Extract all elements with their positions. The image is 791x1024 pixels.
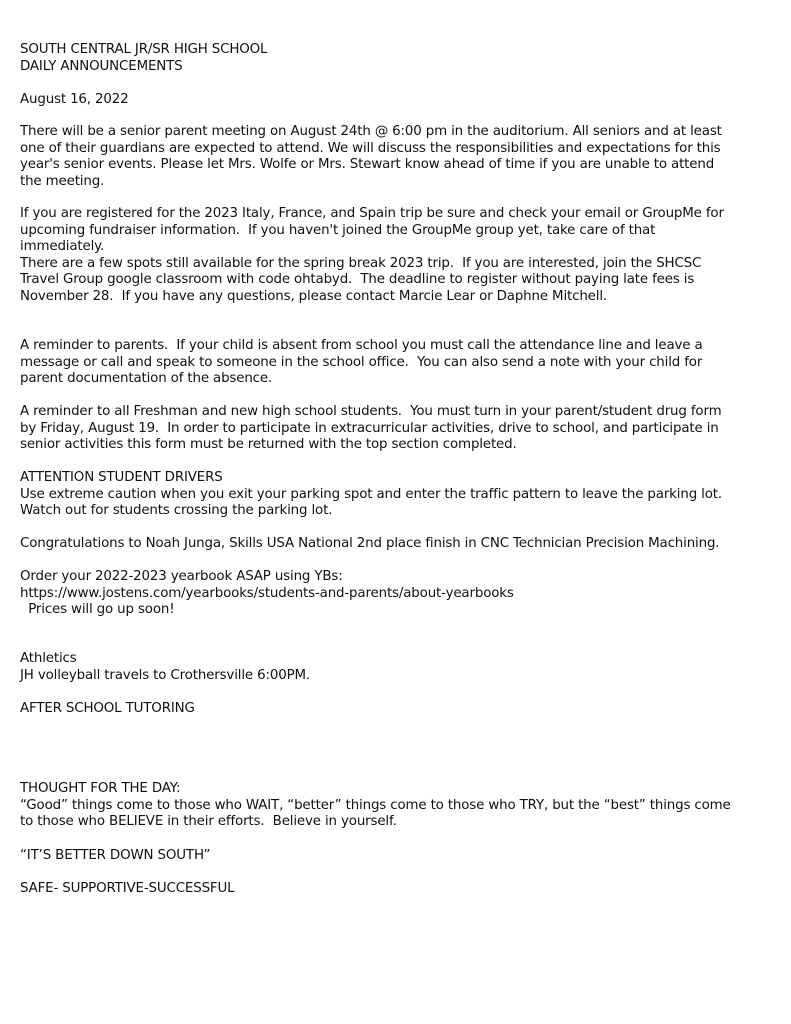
paragraph-line: immediately. xyxy=(20,239,105,254)
athletics-section xyxy=(20,651,775,684)
student-drivers-paragraph xyxy=(20,470,775,520)
paragraph-line: Travel Group google classroom with code ohtabyd. The deadline to register without paying late fees is xyxy=(20,272,695,287)
header xyxy=(20,42,775,75)
paragraph-line: There will be a senior parent meeting on August 24th @ 6:00 pm in the auditorium. All seniors and at least xyxy=(20,124,722,139)
motto xyxy=(20,848,775,865)
absence-paragraph xyxy=(20,338,775,388)
paragraph-line: Use extreme caution when you exit your parking spot and enter the traffic pattern to leave the parking lot. xyxy=(20,486,722,502)
athletics-item: JH volleyball travels to Crothersville 6:00PM. xyxy=(20,667,311,683)
paragraph-line: upcoming fundraiser information. If you haven't joined the GroupMe group yet, take care of that xyxy=(20,222,656,238)
paragraph-line: by Friday, August 19. In order to participate in extracurricular activities, drive to school, and participate in xyxy=(20,420,719,436)
senior-meeting-paragraph xyxy=(20,124,775,190)
paragraph-line: message or call and speak to someone in the school office. You can also send a note with your child for xyxy=(20,354,703,370)
paragraph-line: A reminder to parents. If your child is absent from school you must call the attendance line and leave a xyxy=(20,338,703,353)
paragraph-line: A reminder to all Freshman and new high school students. You must turn in your parent/student drug form xyxy=(20,404,722,419)
paragraph-line: Congratulations to Noah Junga, Skills USA National 2nd place finish in CNC Technician Precision Machining. xyxy=(20,536,720,551)
drivers-heading: ATTENTION STUDENT DRIVERS xyxy=(20,470,223,485)
paragraph-line: November 28. If you have any questions, please contact Marcie Lear or Daphne Mitchell. xyxy=(20,288,608,304)
document-title: DAILY ANNOUNCEMENTS xyxy=(20,58,183,74)
paragraph-line: one of their guardians are expected to attend. We will discuss the responsibilities and expectations for this xyxy=(20,140,721,156)
announcement-date xyxy=(20,92,775,109)
school-name: SOUTH CENTRAL JR/SR HIGH SCHOOL xyxy=(20,42,268,57)
paragraph-line: year's senior events. Please let Mrs. Wolfe or Mrs. Stewart know ahead of time if you are unable to attend xyxy=(20,157,715,172)
drug-form-paragraph xyxy=(20,404,775,454)
paragraph-line: There are a few spots still available for the spring break 2023 trip. If you are interested, join the SHCSC xyxy=(20,255,702,271)
congratulations-paragraph xyxy=(20,536,775,553)
paragraph-line: to those who BELIEVE in their efforts. Believe in yourself. xyxy=(20,814,397,829)
tutoring-section xyxy=(20,701,775,718)
paragraph-line: Watch out for students crossing the parking lot. xyxy=(20,503,333,518)
paragraph-line: parent documentation of the absence. xyxy=(20,371,273,386)
trip-paragraph xyxy=(20,206,775,305)
yearbook-paragraph xyxy=(20,569,775,619)
paragraph-line: Order your 2022-2023 yearbook ASAP using YBs: xyxy=(20,569,343,584)
school-values xyxy=(20,881,775,898)
yearbook-link[interactable]: https://www.jostens.com/yearbooks/students-and-parents/about-yearbooks xyxy=(20,585,514,601)
motto-text: “IT’S BETTER DOWN SOUTH” xyxy=(20,848,211,863)
paragraph-line: Prices will go up soon! xyxy=(20,602,175,617)
date-text: August 16, 2022 xyxy=(20,92,129,107)
paragraph-line: If you are registered for the 2023 Italy, France, and Spain trip be sure and check your email or GroupMe for xyxy=(20,206,724,221)
thought-for-the-day xyxy=(20,781,775,831)
paragraph-line: the meeting. xyxy=(20,173,105,189)
paragraph-line: senior activities this form must be returned with the top section completed. xyxy=(20,437,517,452)
tutoring-heading: AFTER SCHOOL TUTORING xyxy=(20,701,195,716)
values-text: SAFE- SUPPORTIVE-SUCCESSFUL xyxy=(20,881,235,896)
athletics-heading: Athletics xyxy=(20,651,77,666)
thought-heading: THOUGHT FOR THE DAY: xyxy=(20,781,181,796)
paragraph-line: “Good” things come to those who WAIT, “better” things come to those who TRY, but the “best” things come xyxy=(20,797,731,813)
